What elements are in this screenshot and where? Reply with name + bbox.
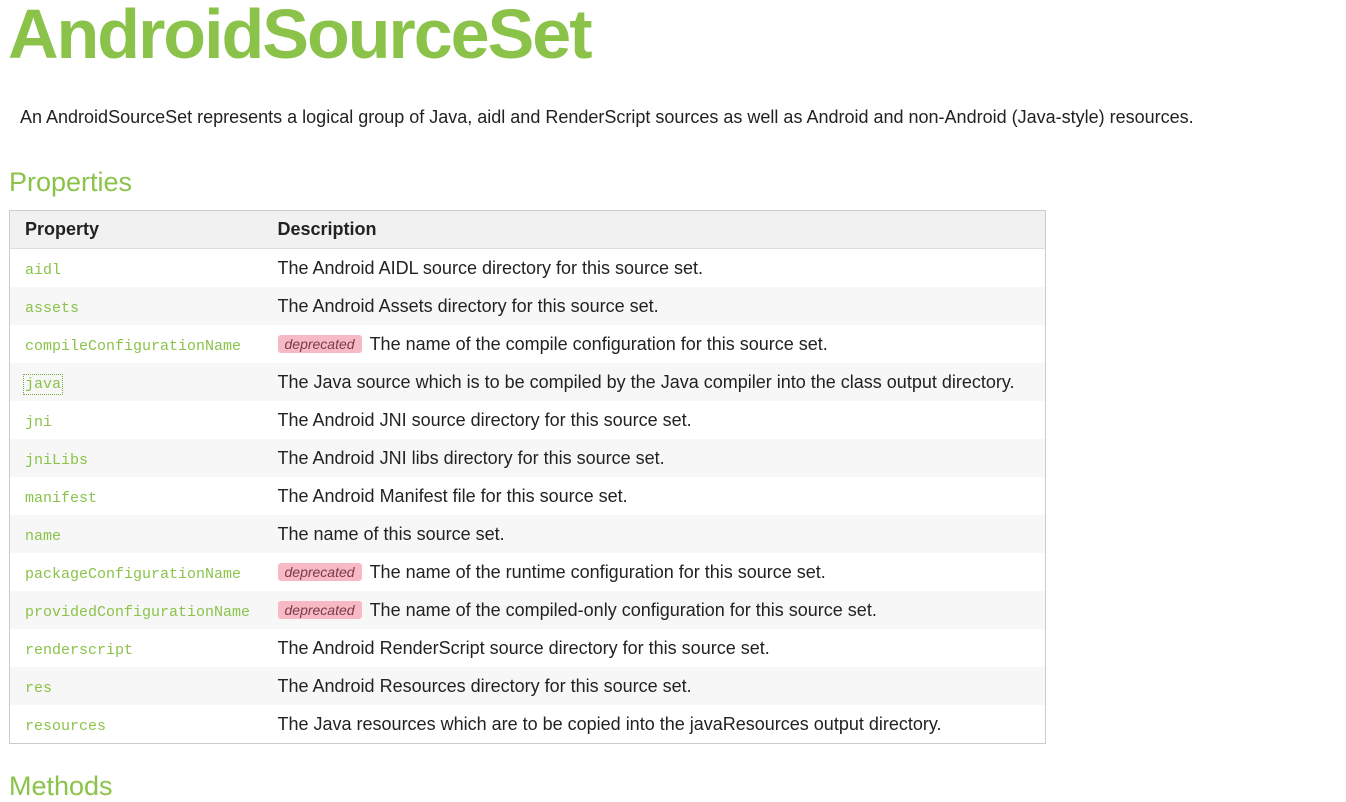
deprecated-badge: deprecated <box>278 601 362 619</box>
description-cell <box>264 287 1046 325</box>
table-row <box>10 553 1046 591</box>
property-description: The name of the compile configuration for this source set. <box>369 333 828 354</box>
property-link[interactable]: java <box>25 375 62 393</box>
description-cell <box>264 325 1046 363</box>
property-link[interactable]: packageConfigurationName <box>25 565 242 583</box>
description-cell <box>264 363 1046 401</box>
property-description: The Android JNI source directory for this source set. <box>277 409 692 430</box>
table-row <box>10 439 1046 477</box>
property-description: The Android Manifest file for this source set. <box>277 485 628 506</box>
table-row <box>10 591 1046 629</box>
property-cell <box>10 553 264 591</box>
properties-table-body <box>10 249 1046 744</box>
property-link[interactable]: jniLibs <box>25 451 89 469</box>
table-row <box>10 401 1046 439</box>
property-description: The name of the compiled-only configuration for this source set. <box>369 599 877 620</box>
description-cell <box>264 667 1046 705</box>
property-link[interactable]: assets <box>25 299 80 317</box>
table-row <box>10 629 1046 667</box>
description-cell <box>264 629 1046 667</box>
description-cell <box>264 249 1046 288</box>
property-cell <box>10 325 264 363</box>
type-description: An AndroidSourceSet represents a logical group of Java, aidl and RenderScript sources as well as Android and non-Android (Java-style) resources. <box>20 107 1194 127</box>
description-cell <box>264 553 1046 591</box>
property-link[interactable]: aidl <box>25 261 62 279</box>
table-row <box>10 249 1046 288</box>
property-description: The Java source which is to be compiled by the Java compiler into the class output directory. <box>277 371 1015 392</box>
properties-table <box>9 210 1046 744</box>
deprecated-badge: deprecated <box>278 335 362 353</box>
property-link[interactable]: providedConfigurationName <box>25 603 251 621</box>
deprecated-badge: deprecated <box>278 563 362 581</box>
column-header-description: Description <box>264 211 1046 249</box>
property-link[interactable]: renderscript <box>25 641 134 659</box>
property-link[interactable]: compileConfigurationName <box>25 337 242 355</box>
property-link[interactable]: manifest <box>25 489 98 507</box>
property-link[interactable]: name <box>25 527 62 545</box>
property-description: The name of this source set. <box>277 523 505 544</box>
property-description: The Java resources which are to be copied into the javaResources output directory. <box>277 713 942 734</box>
property-description: The name of the runtime configuration for this source set. <box>369 561 826 582</box>
property-link[interactable]: jni <box>25 413 53 431</box>
table-row <box>10 667 1046 705</box>
property-description: The Android RenderScript source directory for this source set. <box>277 637 770 658</box>
property-cell <box>10 629 264 667</box>
table-row <box>10 287 1046 325</box>
property-cell <box>10 667 264 705</box>
property-cell <box>10 363 264 401</box>
description-cell <box>264 439 1046 477</box>
column-header-property: Property <box>10 211 264 249</box>
properties-heading: Properties <box>9 167 133 197</box>
property-link[interactable]: res <box>25 679 53 697</box>
property-description: The Android JNI libs directory for this source set. <box>277 447 665 468</box>
property-link[interactable]: resources <box>25 717 107 735</box>
page-title: AndroidSourceSet <box>8 0 591 73</box>
table-row <box>10 515 1046 553</box>
methods-heading: Methods <box>9 771 113 801</box>
table-row <box>10 477 1046 515</box>
description-cell <box>264 705 1046 744</box>
description-cell <box>264 477 1046 515</box>
description-cell <box>264 591 1046 629</box>
property-cell <box>10 439 264 477</box>
property-description: The Android Resources directory for this source set. <box>277 675 692 696</box>
description-cell <box>264 401 1046 439</box>
property-cell <box>10 591 264 629</box>
property-cell <box>10 401 264 439</box>
property-cell <box>10 705 264 744</box>
property-cell <box>10 515 264 553</box>
table-row <box>10 325 1046 363</box>
description-cell <box>264 515 1046 553</box>
table-row <box>10 363 1046 401</box>
property-cell <box>10 287 264 325</box>
property-cell <box>10 477 264 515</box>
property-description: The Android Assets directory for this source set. <box>277 295 659 316</box>
table-row <box>10 705 1046 744</box>
property-cell <box>10 249 264 288</box>
property-description: The Android AIDL source directory for this source set. <box>277 257 704 278</box>
table-header-row <box>10 211 1046 249</box>
